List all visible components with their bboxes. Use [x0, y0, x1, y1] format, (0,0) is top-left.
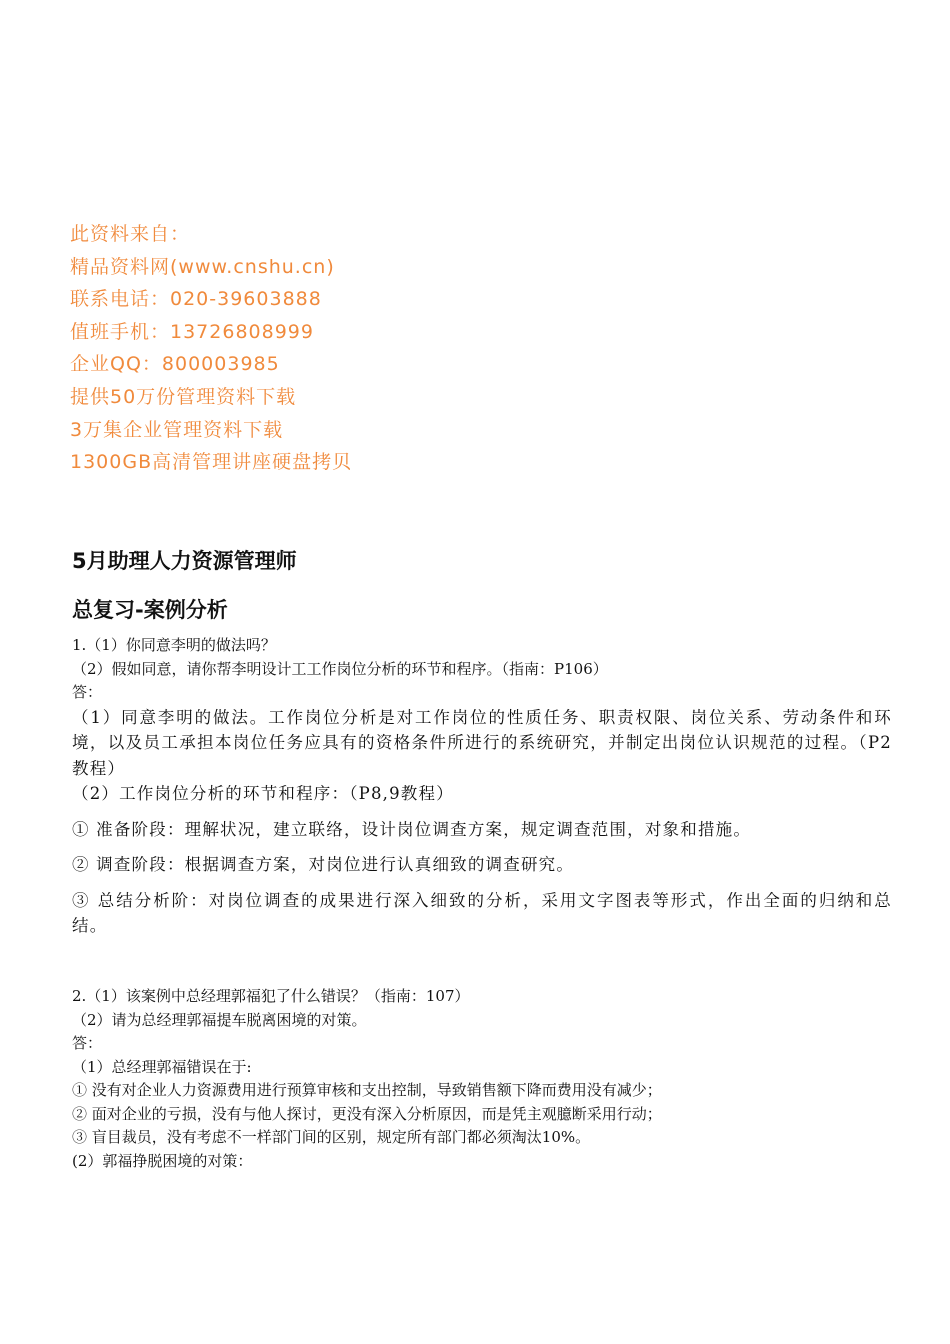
answer-2-item-1: ① 没有对企业人力资源费用进行预算审核和支出控制，导致销售额下降而费用没有减少；: [72, 1081, 662, 1099]
answer-label-2: 答：: [72, 1034, 103, 1052]
promo-line-offer-3: 1300GB高清管理讲座硬盘拷贝: [70, 451, 353, 474]
answer-1-part-1: （1）同意李明的做法。工作岗位分析是对工作岗位的性质任务、职责权限、岗位关系、劳动条件和环境，以及员工承担本岗位任务应具有的资格条件所进行的系统研究，并制定出岗位认识规范的过程。（P2教程）: [72, 707, 892, 778]
answer-2-item-3: ③ 盲目裁员，没有考虑不一样部门间的区别，规定所有部门都必须淘汰10%。: [72, 1128, 591, 1146]
promo-line-source: 此资料来自：: [70, 223, 191, 245]
question-1b: （2）假如同意，请你帮李明设计工工作岗位分析的环节和程序。（指南：P106）: [72, 659, 608, 678]
answer-label-1: 答：: [72, 683, 103, 701]
promo-line-mobile: 值班手机：13726808999: [70, 320, 314, 343]
promo-block: [70, 218, 670, 479]
answer-2-item-2: ② 面对企业的亏损，没有与他人探讨，更没有深入分析原因，而是凭主观臆断采用行动；: [72, 1104, 662, 1123]
answer-1-step-2: ② 调查阶段：根据调查方案，对岗位进行认真细致的调查研究。: [72, 855, 575, 874]
case-question-1: [72, 634, 892, 939]
answer-1-step-3: ③ 总结分析阶：对岗位调查的成果进行深入细致的分析，采用文字图表等形式，作出全面的归纳和总结。: [72, 890, 892, 935]
promo-line-qq: 企业QQ：800003985: [70, 353, 280, 376]
answer-2-part-2: (2）郭福挣脱困境的对策：: [72, 1151, 253, 1170]
document-subtitle: 总复习-案例分析: [72, 598, 228, 622]
promo-line-offer-2: 3万集企业管理资料下载: [70, 418, 284, 441]
question-2b: （2）请为总经理郭福提车脱离困境的对策。: [72, 1010, 367, 1029]
document-title: 5月助理人力资源管理师: [72, 549, 297, 573]
promo-line-offer-1: 提供50万份管理资料下载: [70, 385, 297, 408]
answer-2-part-1: （1）总经理郭福错误在于:: [72, 1057, 252, 1076]
promo-line-phone: 联系电话：020-39603888: [70, 288, 322, 311]
question-2a: 2.（1）该案例中总经理郭福犯了什么错误？（指南：107）: [72, 987, 470, 1005]
answer-1-step-1: ① 准备阶段：理解状况，建立联络，设计岗位调查方案，规定调查范围，对象和措施。: [72, 819, 752, 839]
case-question-2: [72, 985, 892, 1173]
question-1a: 1.（1）你同意李明的做法吗？: [72, 636, 276, 654]
answer-1-part-2: （2）工作岗位分析的环节和程序：（P8,9教程）: [72, 784, 454, 803]
promo-line-website: 精品资料网(www.cnshu.cn): [70, 255, 335, 278]
